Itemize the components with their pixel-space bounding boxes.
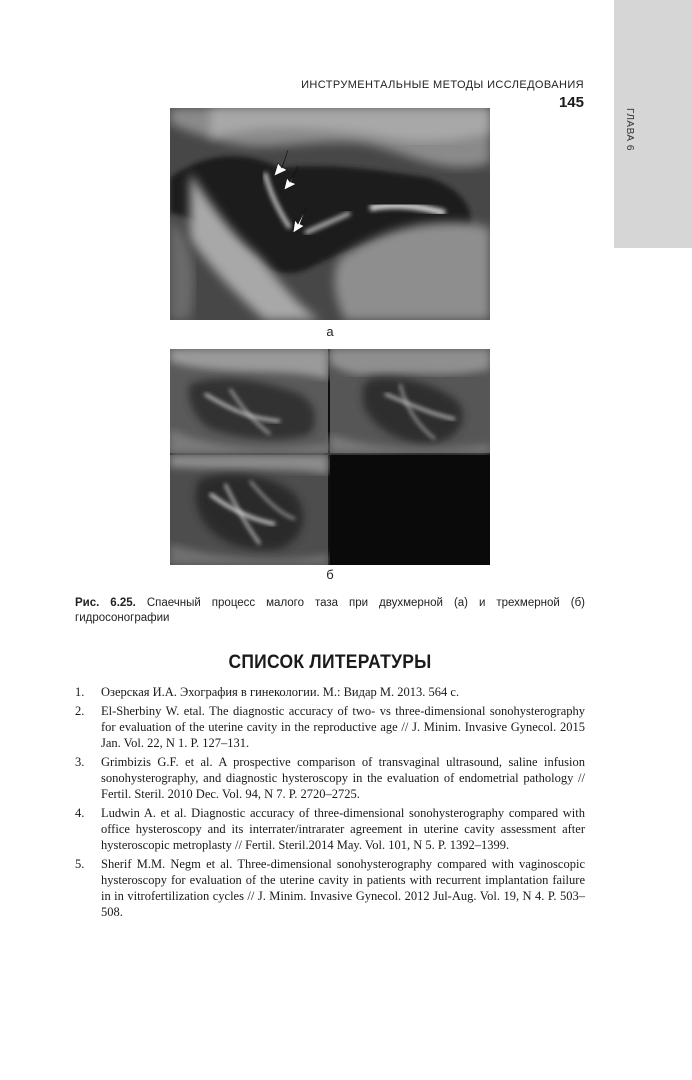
panel-top-left: [170, 349, 328, 453]
ultrasound-b-drawing: [170, 349, 490, 565]
ultrasound-image-a: [170, 108, 490, 320]
reference-number: 3.: [75, 755, 85, 769]
references-title: СПИСОК ЛИТЕРАТУРЫ: [228, 652, 432, 673]
panel-bottom-left: [170, 455, 328, 565]
figure-caption: [75, 596, 585, 626]
panel-top-right: [330, 349, 490, 453]
reference-number: 2.: [75, 704, 85, 718]
reference-number: 5.: [75, 857, 85, 871]
reference-text: Озерская И.А. Эхография в гинекологии. М.: Видар М. 2013. 564 с.: [101, 685, 460, 699]
reference-item: [75, 805, 585, 853]
ultrasound-a-drawing: [170, 108, 490, 320]
reference-text: Sherif M.M. Negm et al. Three-dimensional sonohysterography compared with vaginoscopic hysteroscopy for evaluation of the uterine cavity in patients with recurrent implantation failure in in vitrofertilization cycles // J. Minim. Invasive Gynecol. 2012 Jul-Aug. Vol. 19, N 4. P. 503–508.: [101, 857, 585, 919]
running-head-title: ИНСТРУМЕНТАЛЬНЫЕ МЕТОДЫ ИССЛЕДОВАНИЯ: [301, 78, 584, 91]
ultrasound-image-b: [170, 349, 490, 565]
page-number: 145: [558, 94, 584, 112]
reference-number: 4.: [75, 806, 85, 820]
reference-text: Ludwin A. et al. Diagnostic accuracy of three-dimensional sonohysterography compared with office hysteroscopy and its interrater/intrarater agreement in uterine cavity assessment after hysteroscopic metroplasty // Fertil. Steril.2014 May. Vol. 101, N 5. P. 1392–1399.: [101, 806, 585, 852]
reference-item: [75, 856, 585, 920]
reference-text: Grimbizis G.F. et al. A prospective comparison of transvaginal ultrasound, saline infusion sonohysterography, and diagnostic hysteroscopy in the evaluation of endometrial pathology // Fertil. Steril. 2010 Dec. Vol. 94, N 7. P. 2720–2725.: [101, 755, 585, 801]
reference-text: El-Sherbiny W. etal. The diagnostic accuracy of two- vs three-dimensional sonohysterography for evaluation of the uterine cavity in the reproductive age // J. Minim. Invasive Gynecol. 2015 Jan. Vol. 22, N 1. P. 127–131.: [101, 704, 585, 750]
figure-caption-text: Спаечный процесс малого таза при двухмерной (а) и трехмерной (б) гидросонографии: [75, 597, 585, 624]
references-list: [75, 684, 585, 923]
reference-item: [75, 684, 585, 700]
figure-label-b: б: [326, 567, 334, 582]
reference-number: 1.: [75, 685, 85, 699]
panel-bottom-right: [330, 455, 490, 565]
chapter-label: ГЛАВА 6: [624, 108, 635, 151]
figure-label-a: а: [326, 324, 334, 339]
reference-item: [75, 754, 585, 802]
figure-caption-number: Рис. 6.25.: [75, 597, 136, 609]
reference-item: [75, 703, 585, 751]
running-head: [300, 76, 584, 112]
